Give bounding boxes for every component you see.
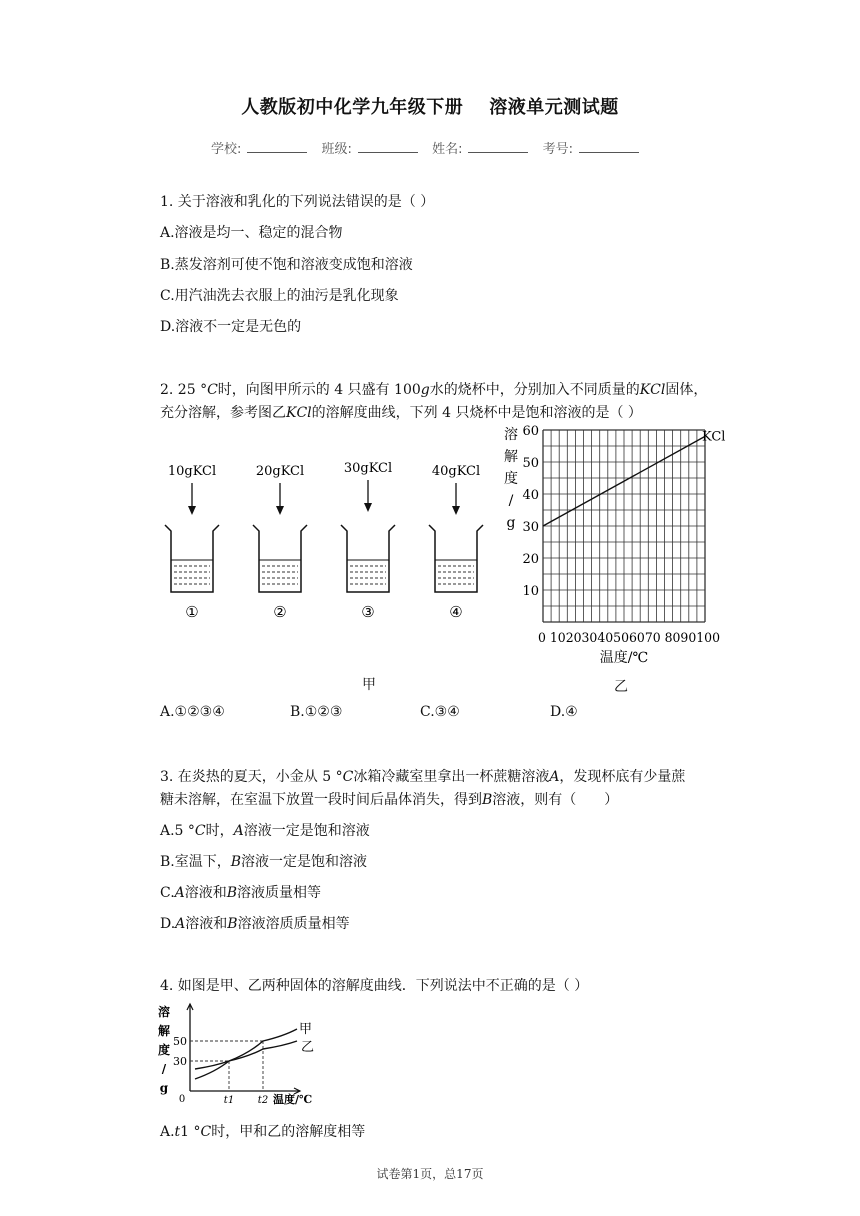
exam-no-blank[interactable] xyxy=(579,142,639,153)
figure-jia-caption: 甲 xyxy=(362,677,376,693)
y-tick-label: 50 xyxy=(522,456,539,471)
x-tick-labels: 0 10203040506070 8090100 xyxy=(538,631,720,646)
q3-option-c[interactable]: C.𝐴溶液和𝐵溶液质量相等 xyxy=(160,885,322,901)
y-tick-label: 50 xyxy=(173,1035,187,1048)
x-tick-t2: t2 xyxy=(257,1095,269,1106)
beaker-1-number: ① xyxy=(185,603,199,621)
q2-option-d[interactable]: D.④ xyxy=(550,704,578,720)
q4-solubility-chart xyxy=(150,998,315,1110)
y-tick-label: 60 xyxy=(522,424,539,439)
q4-option-a[interactable]: A.𝑡1 °𝐶时，甲和乙的溶解度相等 xyxy=(160,1124,366,1140)
series-label-yi: 乙 xyxy=(301,1040,315,1055)
kcl-series-label: KCl xyxy=(702,429,726,445)
q3-option-b[interactable]: B.室温下，𝐵溶液一定是饱和溶液 xyxy=(160,854,368,870)
figure-yi-caption: 乙 xyxy=(614,679,628,695)
y-tick-label: 30 xyxy=(173,1055,187,1068)
q2-stem-line2: 充分溶解，参考图乙𝐾𝐶𝑙的溶解度曲线，下列 4 只烧杯中是饱和溶液的是（ ） xyxy=(160,405,642,421)
x-axis-label: 温度/℃ xyxy=(273,1093,313,1106)
page-title xyxy=(0,93,860,119)
q2-stem-line1: 2. 25 °𝐶时，向图甲所示的 4 只盛有 100𝑔水的烧杯中，分别加入不同质量的𝐾𝐶𝑙固体， xyxy=(160,382,708,398)
title-sub: 溶液单元测试题 xyxy=(489,97,619,118)
y-tick-label: 20 xyxy=(522,552,539,567)
origin-label: 0 xyxy=(178,1094,186,1105)
q1-option-b[interactable]: B.蒸发溶剂可使不饱和溶液变成饱和溶液 xyxy=(160,257,413,273)
series-label-jia: 甲 xyxy=(299,1022,313,1037)
name-blank[interactable] xyxy=(468,142,528,153)
curve-jia xyxy=(195,1029,297,1069)
q3-stem-line2: 糖未溶解，在室温下放置一段时间后晶体消失，得到𝐵溶液，则有（ ） xyxy=(160,792,619,808)
beaker-1-label: 10gKCl xyxy=(167,464,217,479)
y-axis-label: 溶解度/ g xyxy=(504,427,518,531)
x-axis-label: 温度/℃ xyxy=(599,650,649,666)
y-tick-label: 30 xyxy=(522,520,539,535)
beaker-4-number: ④ xyxy=(449,603,463,621)
kcl-solubility-chart xyxy=(498,418,730,668)
beaker-1 xyxy=(165,525,219,592)
q1-option-d[interactable]: D.溶液不一定是无色的 xyxy=(160,319,302,335)
student-info-line xyxy=(0,138,860,157)
name-label: 姓名: xyxy=(432,142,463,157)
q4-stem: 4. 如图是甲、乙两种固体的溶解度曲线．下列说法中不正确的是（ ） xyxy=(160,978,589,994)
beakers-figure xyxy=(150,455,500,630)
page-footer: 试卷第1页，总17页 xyxy=(376,1167,484,1181)
q1-stem: 1. 关于溶液和乳化的下列说法错误的是（ ） xyxy=(160,194,435,210)
exam-no-label: 考号: xyxy=(542,142,573,157)
school-label: 学校: xyxy=(211,142,242,157)
beaker-3-number: ③ xyxy=(361,603,375,621)
y-tick-label: 10 xyxy=(522,584,539,599)
curve-yi xyxy=(195,1041,297,1079)
class-label: 班级: xyxy=(321,142,352,157)
q3-stem-line1: 3. 在炎热的夏天，小金从 5 °𝐶冰箱冷藏室里拿出一杯蔗糖溶液𝐴，发现杯底有少量蔗 xyxy=(160,769,686,785)
beaker-2 xyxy=(253,525,307,592)
arrow-head-4 xyxy=(452,506,460,515)
school-blank[interactable] xyxy=(247,142,307,153)
y-tick-label: 40 xyxy=(522,488,539,503)
q2-option-a[interactable]: A.①②③④ xyxy=(160,704,225,720)
q2-option-b[interactable]: B.①②③ xyxy=(290,704,343,720)
title-main: 人教版初中化学九年级下册 xyxy=(241,97,464,118)
q3-option-d[interactable]: D.𝐴溶液和𝐵溶液溶质质量相等 xyxy=(160,916,350,932)
beaker-3 xyxy=(341,525,395,592)
q1-option-c[interactable]: C.用汽油洗去衣服上的油污是乳化现象 xyxy=(160,288,399,304)
arrow-head-1 xyxy=(188,506,196,515)
q2-option-c[interactable]: C.③④ xyxy=(420,704,460,720)
q1-option-a[interactable]: A.溶液是均一、稳定的混合物 xyxy=(160,225,343,241)
arrow-head-3 xyxy=(364,503,372,512)
beaker-4-label: 40gKCl xyxy=(431,464,481,479)
beaker-3-label: 30gKCl xyxy=(343,461,393,476)
x-tick-t1: t1 xyxy=(223,1095,235,1106)
beaker-4 xyxy=(429,525,483,592)
y-axis-label: 溶解度/ g xyxy=(157,1005,171,1095)
q3-option-a[interactable]: A.5 °𝐶时，𝐴溶液一定是饱和溶液 xyxy=(160,823,370,839)
arrow-head-2 xyxy=(276,506,284,515)
beaker-2-number: ② xyxy=(273,603,287,621)
class-blank[interactable] xyxy=(358,142,418,153)
beaker-2-label: 20gKCl xyxy=(255,464,305,479)
